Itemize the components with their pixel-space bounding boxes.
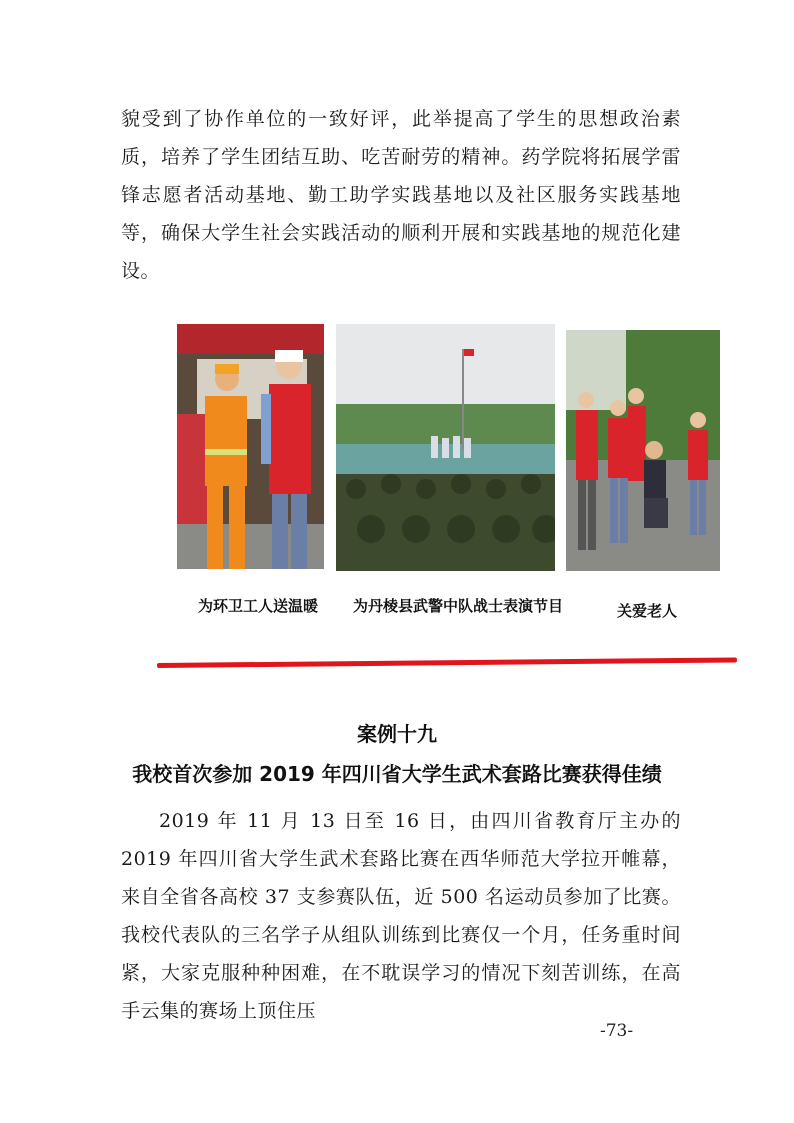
military-performance-photo [336,324,555,571]
caption-military-performance: 为丹棱县武警中队战士表演节目 [353,597,564,615]
caption-sanitation-worker: 为环卫工人送温暖 [198,597,319,615]
continued-paragraph: 貌受到了协作单位的一致好评，此举提高了学生的思想政治素质，培养了学生团结互助、吃苦耐劳的精神。药学院将拓展学雷锋志愿者活动基地、勤工助学实践基地以及社区服务实践基地等，确保大学生社会实践活动的顺利开展和实践基地的规范化建设。 [121,108,681,282]
case-number-heading: 案例十九 [357,722,437,746]
page-number: -73- [600,1021,634,1041]
case-title-heading: 我校首次参加 2019 年四川省大学生武术套路比赛获得佳绩 [132,762,662,786]
elderly-care-photo [566,330,720,571]
case-body-paragraph: 2019 年 11 月 13 日至 16 日，由四川省教育厅主办的 2019 年四川省大学生武术套路比赛在西华师范大学拉开帷幕，来自全省各高校 37 支参赛队伍，近 500 名运动员参加了比赛。我校代表队的三名学子从组队训练到比赛仅一个月，任务重时间紧，大家克服种种困难，在不耽误学习的情况下刻苦训练，在高手云集的赛场上顶住压 [121,810,681,1022]
sanitation-worker-photo [177,324,324,569]
red-divider-line [157,657,737,668]
caption-elderly-care: 关爱老人 [617,602,678,620]
